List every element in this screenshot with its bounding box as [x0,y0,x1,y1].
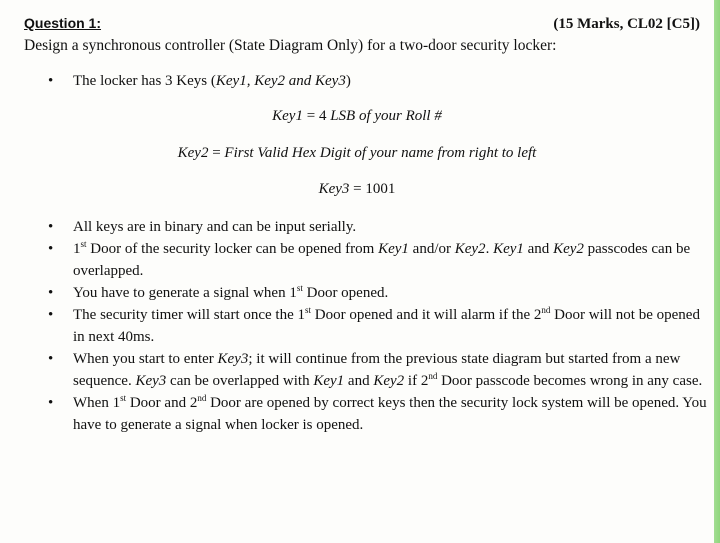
key-ref: Key1 [313,373,345,389]
list-item [48,282,708,304]
bullet-text: . [485,241,494,257]
eq-sign: = [349,181,366,197]
requirements-list [48,216,708,436]
eq-sign: = [208,145,225,161]
bullet-text: The locker has 3 Keys ( [73,73,216,89]
ordinal-suffix: nd [428,371,438,381]
eq-rhs: LSB of your Roll # [326,108,442,124]
bullet-dot: • [48,73,54,89]
bullet-text: You have to generate a signal when 1 [73,285,297,301]
bullet-dot: • [48,285,54,301]
eq-rhs: First Valid Hex Digit of your name from right to left [224,145,537,161]
key-ref: Key1 [378,241,409,257]
ordinal-suffix: st [305,305,312,315]
bullet-dot: • [48,241,54,257]
bullet-text: When 1 [73,395,121,411]
bullet-dot: • [48,307,54,323]
bullet-text: The security timer will start once the 1 [73,307,306,323]
ordinal-suffix: st [296,283,303,293]
bullet-text: can be overlapped with [166,373,314,389]
list-item [48,70,708,92]
bullet-text: and/or [408,241,455,257]
bullet-text: Door of the security locker can be opened from [86,241,379,257]
ordinal-suffix: st [80,239,87,249]
key-ref: Key1 [493,241,524,257]
bullet-dot: • [48,395,54,411]
bullet-text: All keys are in binary and can be input serially. [73,219,357,235]
bullet-text: Door opened and it will alarm if the 2 [311,307,542,323]
eq-lhs: Key2 [177,145,209,161]
bullet-text: ) [345,73,351,89]
equation-key2 [0,145,714,162]
list-item [48,238,708,282]
eq-sign: = [302,108,319,124]
marks-label: (15 Marks, CL02 [C5]) [553,16,700,32]
list-item [48,304,708,348]
key-ref: Key2 [454,241,486,257]
keys-names: Key1, Key2 and Key3 [215,73,346,89]
bullet-text: Door are opened by correct keys then the security lock system will be opened. You have to generate a signal when locker is opened. [73,395,707,433]
eq-lhs: Key3 [318,181,350,197]
bullet-text: Door and 2 [126,395,198,411]
bullet-text: and [523,241,554,257]
equation-key3 [0,181,714,198]
eq-lhs: Key1 [272,108,303,124]
ordinal-suffix: nd [541,305,551,315]
key-ref: Key2 [373,373,405,389]
bullet-text: and [344,373,374,389]
bullet-text: passcodes can be overlapped. [73,241,691,279]
bullet-text: Door opened. [302,285,389,301]
bullet-text: Door passcode becomes wrong in any case. [437,373,703,389]
key-ref: Key2 [553,241,584,257]
ordinal-suffix: nd [197,393,207,403]
bullet-dot: • [48,351,54,367]
bullet-text: ; it will continue from the previous state diagram but started from a new sequence. [73,351,681,389]
bullet-text: 1 [73,241,81,257]
key-ref: Key3 [135,373,167,389]
list-item [48,348,708,392]
eq-number: 4 [318,108,327,124]
bullet-dot: • [48,219,54,235]
eq-rhs: 1001 [365,181,396,197]
equation-key1 [0,108,714,125]
key-ref: Key3 [217,351,249,367]
question-intro: Design a synchronous controller (State Diagram Only) for a two-door security locker: [24,37,557,54]
question-title: Question 1: [24,15,102,31]
bullet-text: if 2 [404,373,429,389]
keys-bullet-list [48,70,708,92]
list-item [48,392,708,436]
bullet-text: When you start to enter [73,351,218,367]
list-item [48,216,708,238]
ordinal-suffix: st [120,393,127,403]
bullet-text: Door will not be opened in next 40ms. [73,307,700,345]
